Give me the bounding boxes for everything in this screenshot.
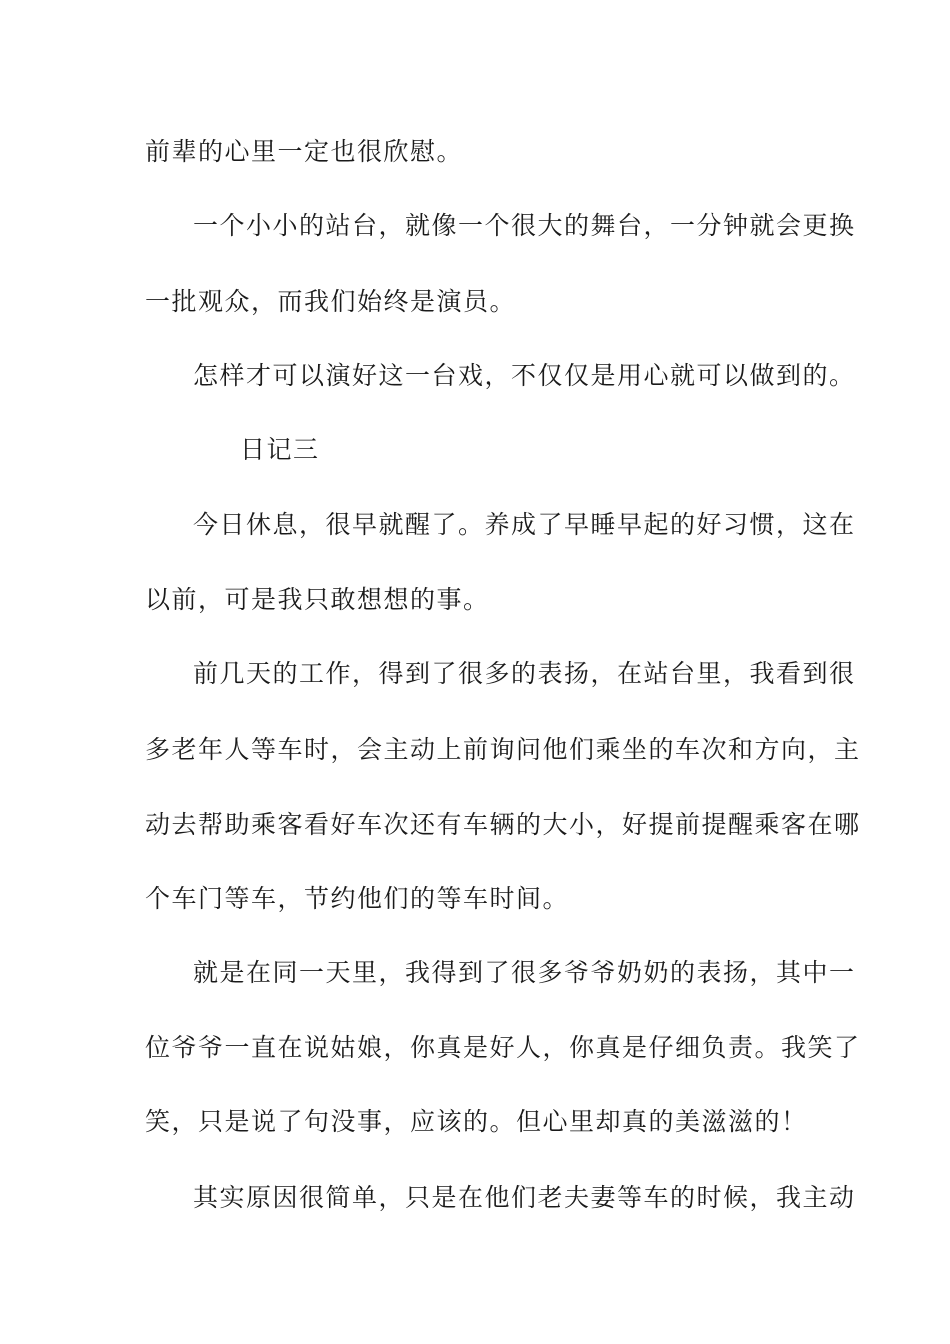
text-line: 个车门等车，节约他们的等车时间。: [145, 884, 570, 913]
section-heading: 日记三: [240, 435, 320, 464]
text-line: 多老年人等车时，会主动上前询问他们乘坐的车次和方向，主: [145, 735, 861, 764]
text-line: 一批观众，而我们始终是演员。: [145, 287, 517, 316]
paragraph-line: 前几天的工作，得到了很多的表扬，在站台里，我看到很: [193, 659, 856, 688]
paragraph-line: 怎样才可以演好这一台戏，不仅仅是用心就可以做到的。: [193, 361, 856, 390]
paragraph-line: 就是在同一天里，我得到了很多爷爷奶奶的表扬，其中一: [193, 958, 856, 987]
text-line: 动去帮助乘客看好车次还有车辆的大小，好提前提醒乘客在哪: [145, 810, 861, 839]
paragraph-line: 其实原因很简单，只是在他们老夫妻等车的时候，我主动: [193, 1183, 856, 1212]
text-line: 位爷爷一直在说姑娘，你真是好人，你真是仔细负责。我笑了: [145, 1033, 861, 1062]
paragraph-line: 今日休息，很早就醒了。养成了早睡早起的好习惯，这在: [193, 510, 856, 539]
text-line: 前辈的心里一定也很欣慰。: [145, 137, 464, 166]
paragraph-line: 一个小小的站台，就像一个很大的舞台，一分钟就会更换: [193, 211, 856, 240]
text-line: 以前，可是我只敢想想的事。: [145, 585, 490, 614]
text-line: 笑，只是说了句没事，应该的。但心里却真的美滋滋的！: [145, 1107, 808, 1136]
